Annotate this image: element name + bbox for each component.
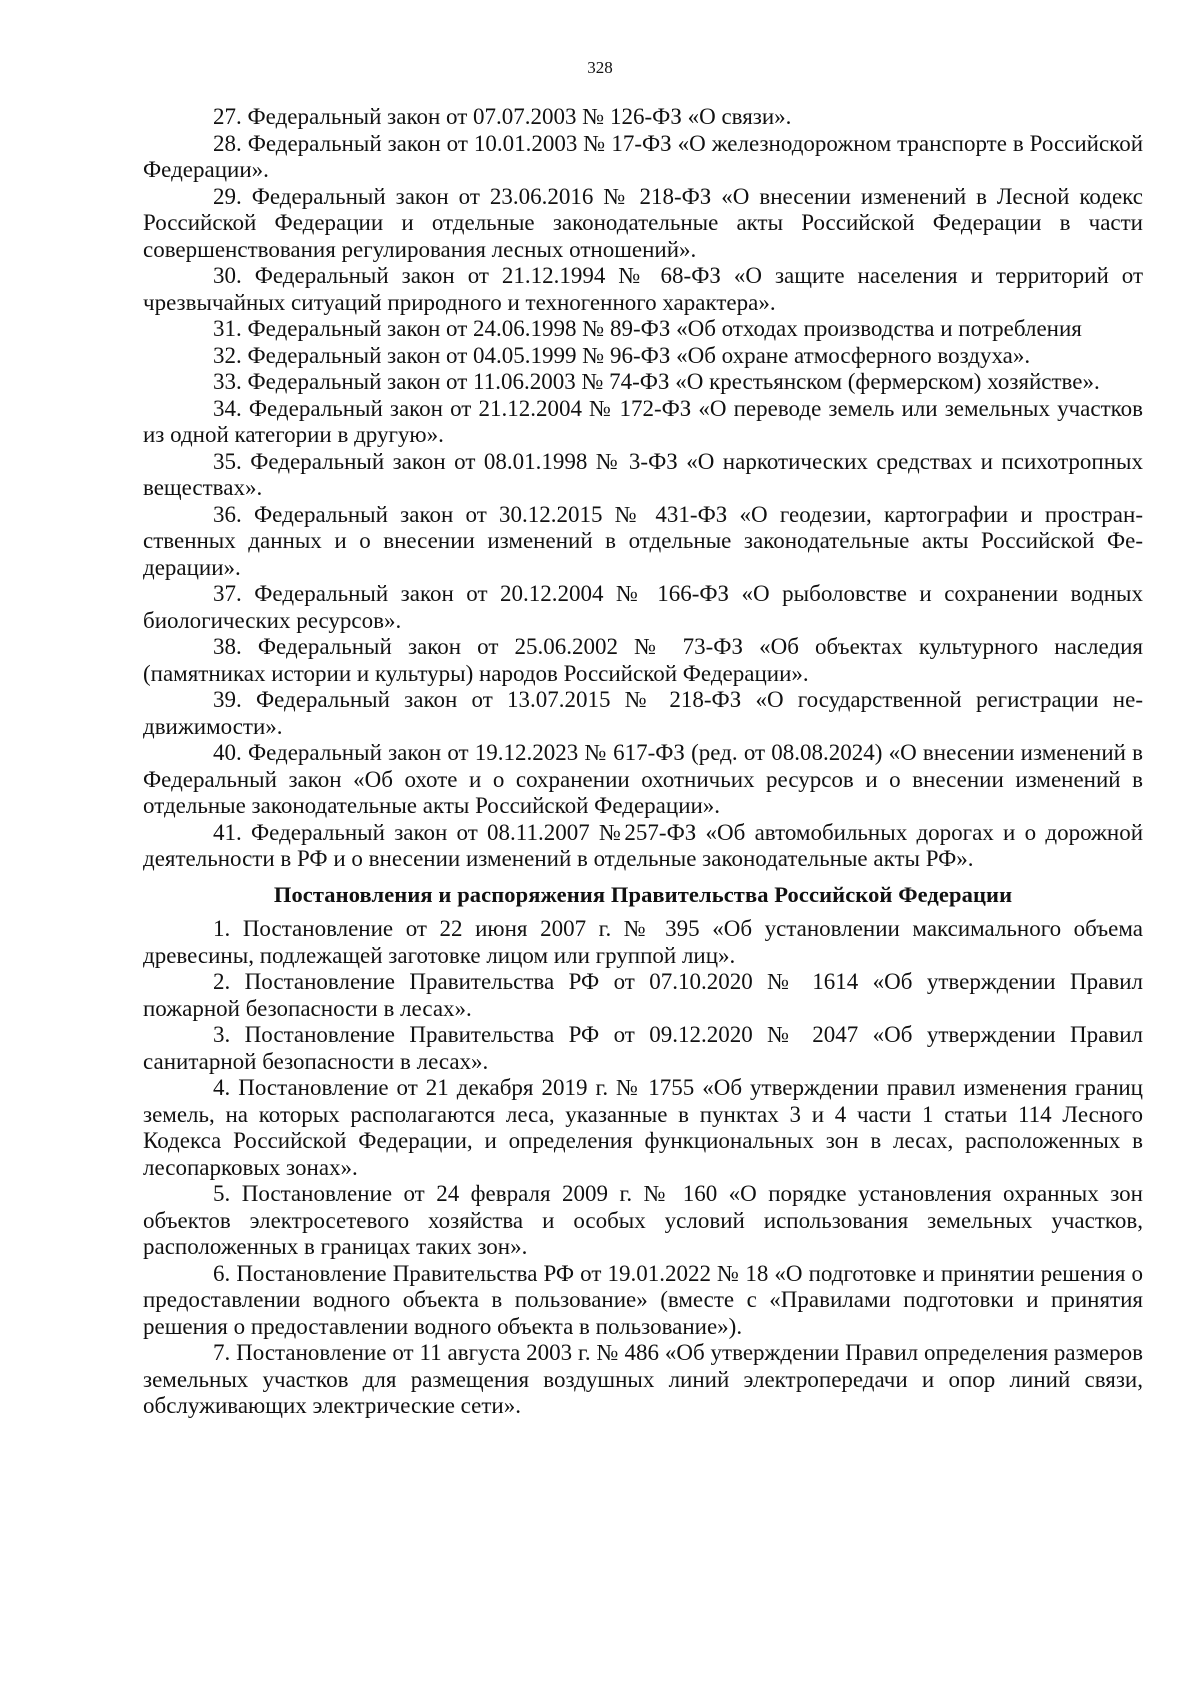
federal-law-33: 33. Федеральный закон от 11.06.2003 № 74-ФЗ «О крестьянском (фермерском) хозяйстве».	[213, 369, 1100, 394]
government-act-2: 2. Постановление Правительства РФ от 07.10.2020 № 1614 «Об утверждении Правил пожарной безопасности в лесах».	[143, 969, 1143, 1021]
federal-law-31: 31. Федеральный закон от 24.06.1998 № 89-ФЗ «Об отходах производства и потребления	[213, 316, 1082, 341]
federal-law-37: 37. Федеральный закон от 20.12.2004 № 166-ФЗ «О рыболовстве и сохранении водных биологических ресурсов».	[143, 581, 1143, 633]
page-number: 328	[587, 58, 613, 77]
government-act-3: 3. Постановление Правительства РФ от 09.12.2020 № 2047 «Об утверждении Правил санитарной безопасности в лесах».	[143, 1022, 1143, 1074]
document-body	[143, 104, 1143, 1420]
federal-law-30: 30. Федеральный закон от 21.12.1994 № 68-ФЗ «О защите населения и территорий от чрезвычайных ситуаций природного и техногенного характера».	[143, 263, 1143, 315]
government-act-1: 1. Постановление от 22 июня 2007 г. № 395 «Об установлении максимального объема древесины, подлежащей заготовке лицом или группой лиц».	[143, 916, 1143, 968]
federal-law-32: 32. Федеральный закон от 04.05.1999 № 96-ФЗ «Об охране атмосферного воздуха».	[213, 342, 1031, 368]
section-heading-government: Постановления и распоряжения Правительства Российской Федерации	[273, 881, 1013, 907]
federal-law-27: 27. Федеральный закон от 07.07.2003 № 126-ФЗ «О связи».	[213, 104, 792, 129]
federal-law-29: 29. Федеральный закон от 23.06.2016 № 218-ФЗ «О внесении изменений в Лесной кодекс Российской Федерации и отдельные законодательные акты Российской Федерации в части совершенствования регулирования лесных отношений».	[143, 183, 1143, 262]
federal-law-36: 36. Федеральный закон от 30.12.2015 № 431-ФЗ «О геодезии, картографии и пространственных данных и о внесении изменений в отдельные законодательные акты Российской Федерации».	[143, 501, 1143, 580]
government-act-4: 4. Постановление от 21 декабря 2019 г. № 1755 «Об утверждении правил изменения границ земель, на которых располагаются леса, указанные в пунктах 3 и 4 части 1 статьи 114 Лесного Кодекса Российской Федерации, и определения функциональных зон в лесах, расположенных в лесопарковых зонах».	[143, 1075, 1143, 1180]
federal-law-34: 34. Федеральный закон от 21.12.2004 № 172-ФЗ «О переводе земель или земельных участков из одной категории в другую».	[143, 395, 1143, 447]
government-act-6: 6. Постановление Правительства РФ от 19.01.2022 № 18 «О подготовке и принятии решения о предоставлении водного объекта в пользование» (вместе с «Правилами подготовки и принятия решения о предоставлении водного объекта в пользование»).	[143, 1260, 1143, 1339]
federal-law-38: 38. Федеральный закон от 25.06.2002 № 73-ФЗ «Об объектах культурного наследия (памятниках истории и культуры) народов Российской Федерации».	[143, 634, 1143, 686]
federal-law-28: 28. Федеральный закон от 10.01.2003 № 17-ФЗ «О железнодорожном транспорте в Российской Федерации».	[143, 130, 1143, 182]
federal-law-40: 40. Федеральный закон от 19.12.2023 № 617-ФЗ (ред. от 08.08.2024) «О внесении изменений в Федеральный закон «Об охоте и о сохранении охотничьих ресурсов и о внесении изменений в отдельные законодательные акты Российской Федерации».	[143, 740, 1143, 818]
federal-law-39: 39. Федеральный закон от 13.07.2015 № 218-ФЗ «О государственной регистрации недвижимости».	[143, 687, 1143, 739]
federal-law-41: 41. Федеральный закон от 08.11.2007 №257-ФЗ «Об автомобильных дорогах и о дорожной деятельности в РФ и о внесении изменений в отдельные законодательные акты РФ».	[143, 819, 1143, 871]
government-act-7: 7. Постановление от 11 августа 2003 г. № 486 «Об утверждении Правил определения размеров земельных участков для размещения воздушных линий электропередачи и опор линий связи, обслуживающих электрические сети».	[143, 1340, 1143, 1418]
federal-law-35: 35. Федеральный закон от 08.01.1998 № 3-ФЗ «О наркотических средствах и психотропных веществах».	[143, 448, 1143, 500]
government-act-5: 5. Постановление от 24 февраля 2009 г. № 160 «О порядке установления охранных зон объектов электросетевого хозяйства и особых условий использования земельных участков, расположенных в границах таких зон».	[143, 1181, 1143, 1259]
